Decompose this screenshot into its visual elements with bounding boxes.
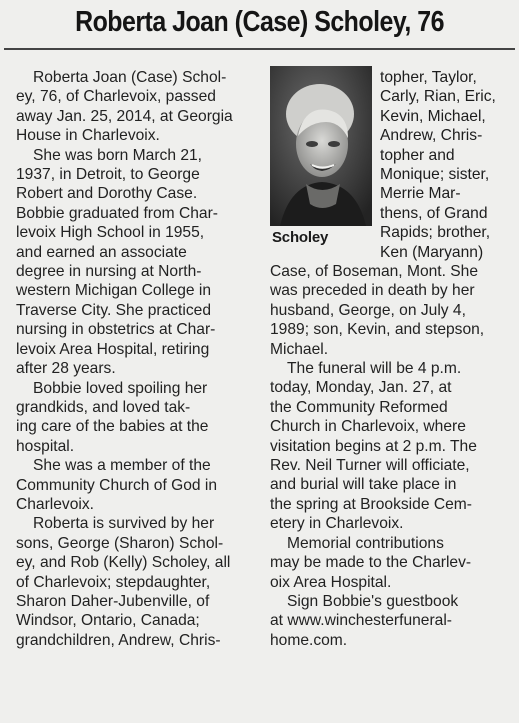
text-line: grandchildren, Andrew, Chris-	[16, 631, 221, 649]
text-line: Sharon Daher-Jubenville, of	[16, 592, 210, 610]
text-line: grandkids, and loved tak-	[16, 398, 191, 416]
text-line: Merrie Mar-	[380, 185, 461, 203]
text-line: visitation begins at 2 p.m. The	[270, 437, 477, 455]
text-line: was preceded in death by her	[270, 282, 475, 300]
text-line: ing care of the babies at the	[16, 418, 209, 436]
text-line: and earned an associate	[16, 243, 187, 261]
text-line: Andrew, Chris-	[380, 127, 483, 145]
text-line: Rev. Neil Turner will officiate,	[270, 457, 470, 475]
text-line: at www.winchesterfuneral-	[270, 612, 453, 630]
headline-rule	[4, 48, 515, 50]
text-line: hospital.	[16, 437, 75, 455]
text-line: The funeral will be 4 p.m.	[287, 360, 462, 378]
text-line: 1937, in Detroit, to George	[16, 166, 200, 184]
column-left	[16, 68, 261, 650]
text-line: Bobbie graduated from Char-	[16, 204, 218, 222]
text-line: House in Charlevoix.	[16, 127, 160, 145]
text-line: Community Church of God in	[16, 476, 218, 494]
text-line: Ken (Maryann)	[380, 243, 484, 261]
text-line: Roberta Joan (Case) Schol-	[33, 69, 227, 86]
text-line: Robert and Dorothy Case.	[16, 185, 198, 203]
text-line: after 28 years.	[16, 360, 116, 378]
text-line: Kevin, Michael,	[380, 107, 486, 125]
text-line: Carly, Rian, Eric,	[380, 88, 496, 106]
text-line: Bobbie loved spoiling her	[33, 379, 208, 397]
portrait-photo	[270, 66, 372, 226]
text-line: Sign Bobbie's guestbook	[287, 592, 459, 610]
text-line: the spring at Brookside Cem-	[270, 495, 472, 513]
text-line: the Community Reformed	[270, 398, 448, 416]
text-line: of Charlevoix; stepdaughter,	[16, 573, 211, 591]
text-line: thens, of Grand	[380, 204, 488, 222]
text-line: sons, George (Sharon) Schol-	[16, 534, 224, 552]
text-line: Michael.	[270, 340, 329, 358]
text-line: Traverse City. She practiced	[16, 301, 211, 319]
text-line: degree in nursing at North-	[16, 263, 202, 281]
text-line: She was a member of the	[33, 457, 211, 475]
text-line: Church in Charlevoix, where	[270, 418, 466, 436]
text-line: levoix Area Hospital, retiring	[16, 340, 210, 358]
text-line: ey, and Rob (Kelly) Scholey, all	[16, 554, 231, 572]
text-line: oix Area Hospital.	[270, 573, 392, 591]
column-right-wrap	[380, 68, 515, 262]
text-line: away Jan. 25, 2014, at Georgia	[16, 107, 233, 125]
text-line: etery in Charlevoix.	[270, 515, 404, 533]
text-line: Rapids; brother,	[380, 224, 491, 242]
column-right	[270, 262, 515, 650]
photo-caption: Scholey	[272, 229, 329, 246]
text-line: husband, George, on July 4,	[270, 301, 466, 319]
text-line: topher and	[380, 146, 455, 164]
text-line: nursing in obstetrics at Char-	[16, 321, 216, 339]
text-line: today, Monday, Jan. 27, at	[270, 379, 452, 397]
text-line: western Michigan College in	[16, 282, 212, 300]
text-line: Windsor, Ontario, Canada;	[16, 612, 200, 630]
text-line: 1989; son, Kevin, and stepson,	[270, 321, 485, 339]
text-line: home.com.	[270, 631, 348, 649]
text-line: Roberta is survived by her	[33, 515, 215, 533]
text-line: Memorial contributions	[287, 534, 444, 552]
headline: Roberta Joan (Case) Scholey, 76	[75, 6, 444, 38]
text-line: may be made to the Charlev-	[270, 554, 472, 572]
text-line: topher, Taylor,	[380, 69, 477, 86]
text-line: Case, of Boseman, Mont. She	[270, 263, 479, 280]
text-line: Monique; sister,	[380, 166, 490, 184]
text-line: and burial will take place in	[270, 476, 457, 494]
text-line: levoix High School in 1955,	[16, 224, 205, 242]
text-line: ey, 76, of Charlevoix, passed	[16, 88, 216, 106]
text-line: Charlevoix.	[16, 495, 94, 513]
text-line: She was born March 21,	[33, 146, 203, 164]
